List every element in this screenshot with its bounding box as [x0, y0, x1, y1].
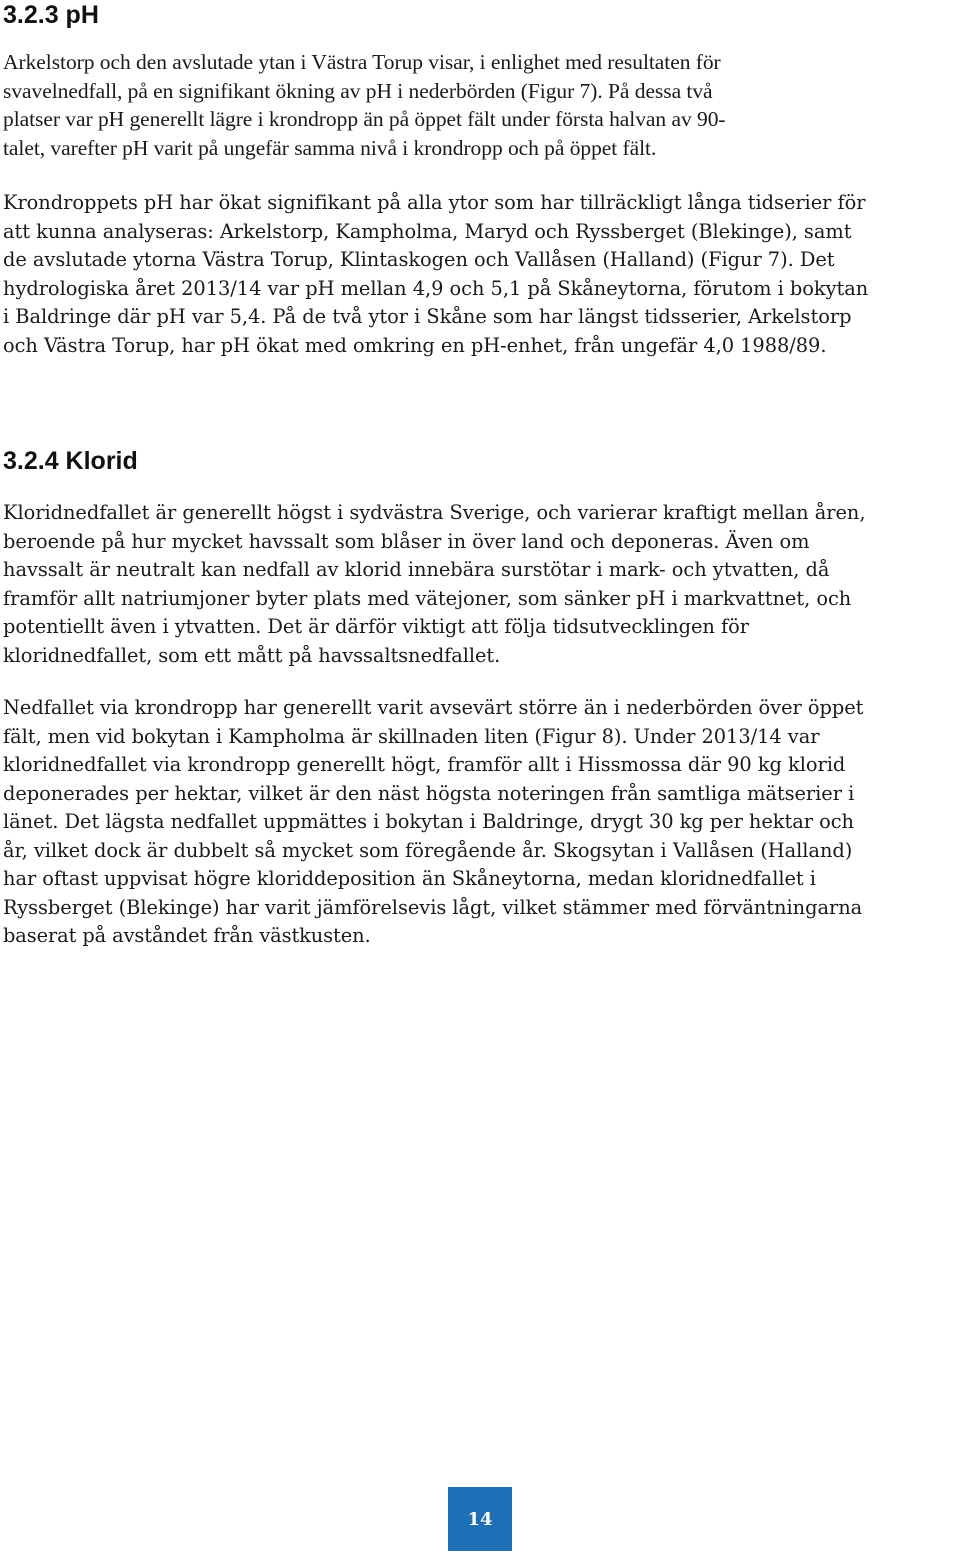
text-line: Arkelstorp och den avslutade ytan i Västra Torup visar, i enlighet med resultaten för	[3, 50, 721, 74]
text-line: och Västra Torup, har pH ökat med omkring en pH-enhet, från ungefär 4,0 1988/89.	[3, 333, 827, 357]
text-line: baserat på avståndet från västkusten.	[3, 924, 371, 947]
text-line: beroende på hur mycket havssalt som blåser in över land och deponeras. Även om	[3, 529, 810, 553]
text-line: havssalt är neutralt kan nedfall av klorid innebära surstötar i mark- och ytvatten, då	[3, 558, 830, 581]
text-line: deponerades per hektar, vilket är den näst högsta noteringen från samtliga mätserier i	[3, 781, 855, 805]
text-line: hydrologiska året 2013/14 var pH mellan 4,9 och 5,1 på Skåneytorna, förutom i bokytan	[3, 276, 869, 300]
text-line: Ryssberget (Blekinge) har varit jämförelsevis lågt, vilket stämmer med förväntningarna	[3, 895, 863, 919]
section-heading-klorid: 3.2.4 Klorid	[3, 447, 138, 475]
text-line: att kunna analyseras: Arkelstorp, Kampholma, Maryd och Ryssberget (Blekinge), samt	[3, 219, 852, 243]
text-line: kloridnedfallet, som ett mått på havssaltsnedfallet.	[3, 643, 501, 667]
text-line: Krondroppets pH har ökat signifikant på alla ytor som har tillräckligt långa tidserier för	[3, 191, 866, 214]
text-line: Kloridnedfallet är generellt högst i sydvästra Sverige, och varierar kraftigt mellan åren,	[3, 501, 866, 524]
paragraph-ph-2	[3, 189, 960, 360]
text-line: kloridnedfallet via krondropp generellt högt, framför allt i Hissmossa där 90 kg klorid	[3, 753, 846, 776]
paragraph-klorid-2	[3, 694, 960, 951]
text-line: Nedfallet via krondropp har generellt varit avsevärt större än i nederbörden över öppet	[3, 696, 864, 719]
paragraph-klorid-1	[3, 499, 960, 670]
paragraph-ph-1	[3, 48, 960, 162]
page-number-badge	[448, 1487, 512, 1551]
text-line: länet. Det lägsta nedfallet uppmättes i bokytan i Baldringe, drygt 30 kg per hektar och	[3, 810, 854, 833]
text-line: fält, men vid bokytan i Kampholma är skillnaden liten (Figur 8). Under 2013/14 var	[3, 724, 820, 748]
text-line: talet, varefter pH varit på ungefär samma nivå i krondropp och på öppet fält.	[3, 135, 657, 160]
text-line: har oftast uppvisat högre kloriddeposition än Skåneytorna, medan kloridnedfallet i	[3, 867, 816, 890]
text-line: potentiellt även i ytvatten. Det är därför viktigt att följa tidsutvecklingen för	[3, 615, 749, 638]
page-number: 14	[467, 1508, 493, 1530]
text-line: år, vilket dock är dubbelt så mycket som föregående år. Skogsytan i Vallåsen (Halland)	[3, 838, 853, 862]
text-line: framför allt natriumjoner byter plats med vätejoner, som sänker pH i markvattnet, och	[3, 586, 852, 610]
section-heading-ph: 3.2.3 pH	[3, 1, 99, 29]
text-line: de avslutade ytorna Västra Torup, Klintaskogen och Vallåsen (Halland) (Figur 7). Det	[3, 248, 835, 271]
text-line: svavelnedfall, på en signifikant ökning av pH i nederbörden (Figur 7). På dessa två	[3, 78, 713, 103]
text-line: platser var pH generellt lägre i krondropp än på öppet fält under första halvan av 90-	[3, 107, 726, 131]
text-line: i Baldringe där pH var 5,4. På de två ytor i Skåne som har längst tidsserier, Arkelstorp	[3, 305, 852, 328]
